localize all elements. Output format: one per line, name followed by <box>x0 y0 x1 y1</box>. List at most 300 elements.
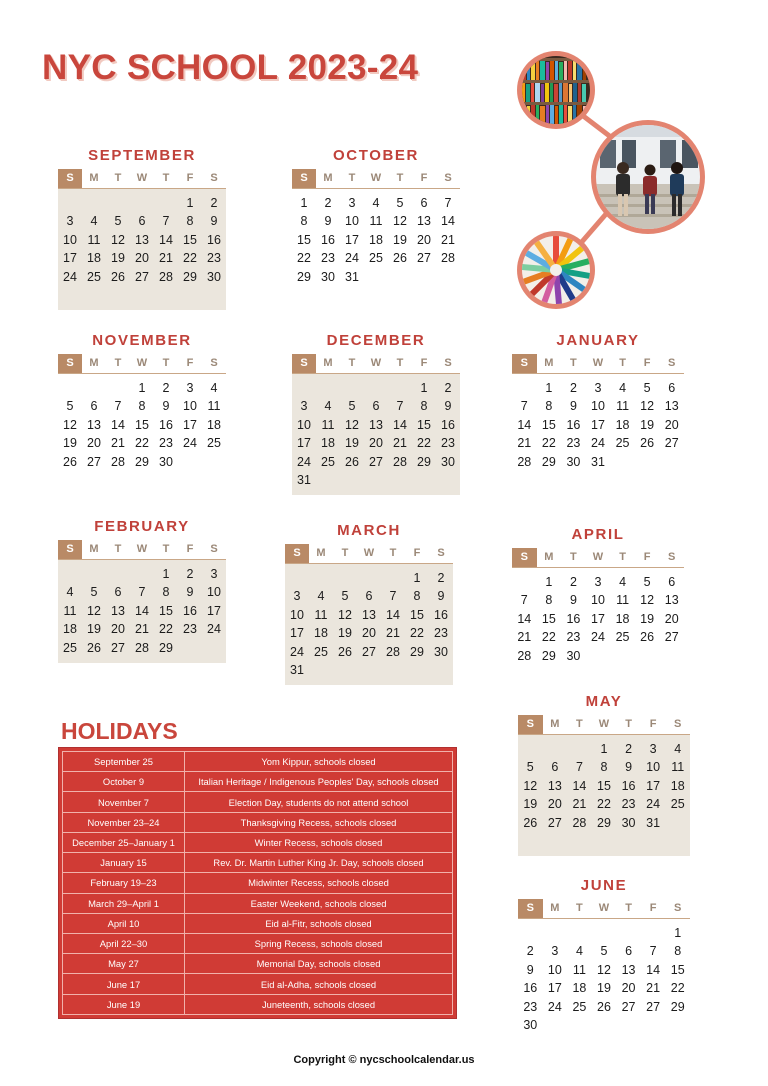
day-cell: 3 <box>210 567 218 581</box>
day-cell: 7 <box>575 760 583 775</box>
month-name: SEPTEMBER <box>88 147 196 164</box>
weekday-header <box>285 544 453 564</box>
day-cell: 4 <box>66 585 74 600</box>
weekday-label: S <box>58 169 82 188</box>
holiday-description: Election Day, students do not attend school <box>185 792 453 812</box>
day-cell: 8 <box>138 399 146 414</box>
weekday-header <box>518 715 690 735</box>
day-cell: 8 <box>420 399 428 414</box>
day-cell: 5 <box>90 585 98 600</box>
weekday-label: T <box>114 543 122 555</box>
day-cell: 26 <box>345 454 359 469</box>
day-cell: 5 <box>66 399 74 414</box>
day-cell <box>592 924 617 942</box>
day-cell: 21 <box>572 797 587 812</box>
weekday-label: T <box>114 172 122 184</box>
day-cell <box>364 379 388 397</box>
day-cell: 12 <box>393 214 407 229</box>
day-cell: 19 <box>111 251 125 266</box>
day-cell <box>567 740 592 758</box>
day-cell: 10 <box>345 214 359 229</box>
holiday-date: May 27 <box>63 954 185 974</box>
weekday-label: M <box>544 551 554 563</box>
holiday-date: November 7 <box>63 792 185 812</box>
day-cell: 27 <box>646 999 661 1014</box>
day-cell: 4 <box>90 214 98 229</box>
day-cell: 20 <box>621 981 636 996</box>
day-cell <box>388 379 412 397</box>
day-cell <box>364 268 388 286</box>
day-cell <box>665 814 690 832</box>
day-cell: 12 <box>597 962 611 977</box>
holiday-description: Juneteenth, schools closed <box>185 994 453 1014</box>
day-cell: 12 <box>523 778 538 793</box>
day-cell: 11 <box>87 232 101 247</box>
day-cell <box>610 453 635 471</box>
day-cell: 6 <box>365 589 373 604</box>
day-cell: 18 <box>369 232 383 247</box>
day-cell: 17 <box>591 417 605 432</box>
day-cell: 21 <box>135 622 149 637</box>
day-cell: 30 <box>566 454 581 469</box>
month-name: JUNE <box>580 877 628 894</box>
day-cell: 25 <box>670 797 685 812</box>
day-cell: 26 <box>640 630 655 645</box>
day-cell: 17 <box>345 232 359 247</box>
day-cell: 9 <box>437 589 445 604</box>
day-cell: 24 <box>591 630 605 645</box>
day-cell: 12 <box>87 603 101 618</box>
day-cell: 6 <box>668 381 676 395</box>
day-cell: 15 <box>135 417 149 432</box>
day-cell: 1 <box>162 567 170 581</box>
day-cell: 21 <box>517 630 532 645</box>
day-cell: 16 <box>621 778 636 793</box>
day-cell: 18 <box>87 251 101 266</box>
day-cell: 22 <box>541 630 556 645</box>
copyright: Copyright © nycschoolcalendar.us <box>293 1054 475 1066</box>
day-cell: 30 <box>159 454 173 469</box>
day-cell: 10 <box>290 607 304 622</box>
month-name: JANUARY <box>556 332 640 349</box>
day-cell: 11 <box>63 603 77 618</box>
holiday-date: April 10 <box>63 913 185 933</box>
day-cell: 26 <box>111 269 125 284</box>
weekday-header <box>292 354 460 374</box>
day-cell: 14 <box>111 417 125 432</box>
day-cell: 20 <box>547 797 562 812</box>
photo-cluster <box>510 44 730 314</box>
day-cell: 28 <box>441 251 455 266</box>
day-cell <box>518 924 543 942</box>
day-cell: 29 <box>417 454 431 469</box>
day-cell: 10 <box>547 962 562 977</box>
day-cell: 21 <box>393 436 407 451</box>
day-cell: 1 <box>413 571 421 585</box>
weekday-label: S <box>210 357 218 369</box>
holiday-description: Easter Weekend, schools closed <box>185 893 453 913</box>
day-cell: 7 <box>520 399 528 414</box>
weekday-label: W <box>136 543 148 555</box>
day-cell: 21 <box>111 436 125 451</box>
day-cell <box>641 832 666 850</box>
day-cell: 22 <box>159 622 173 637</box>
day-cell: 1 <box>545 575 553 589</box>
day-cell: 18 <box>615 417 630 432</box>
day-cell: 25 <box>321 454 335 469</box>
day-cell <box>543 1016 568 1034</box>
day-cell: 30 <box>621 815 636 830</box>
day-cell: 23 <box>621 797 636 812</box>
holiday-description: Eid al-Adha, schools closed <box>185 974 453 994</box>
page-title: NYC SCHOOL 2023-24 <box>42 48 419 87</box>
day-cell: 13 <box>664 593 679 608</box>
weekday-label: T <box>389 547 397 559</box>
day-cell: 9 <box>162 399 170 414</box>
day-cell <box>178 639 202 657</box>
day-cell: 28 <box>393 454 407 469</box>
day-cell: 11 <box>616 593 630 608</box>
day-cell: 31 <box>591 454 605 469</box>
day-cell: 2 <box>569 381 577 395</box>
day-cell: 19 <box>63 436 77 451</box>
day-cell <box>610 647 635 665</box>
day-cell: 29 <box>159 640 173 655</box>
day-cell: 13 <box>111 603 125 618</box>
day-cell: 17 <box>646 778 661 793</box>
day-cell <box>178 286 202 304</box>
day-cell: 24 <box>290 644 304 659</box>
day-cell: 1 <box>674 926 682 940</box>
day-cell: 8 <box>162 585 170 600</box>
weekday-header <box>512 548 684 568</box>
day-cell: 11 <box>671 760 685 775</box>
day-cell: 26 <box>523 815 538 830</box>
day-cell: 19 <box>338 626 352 641</box>
day-cell <box>82 379 106 397</box>
day-cell: 6 <box>551 760 559 775</box>
day-cell: 20 <box>87 436 101 451</box>
day-cell: 2 <box>526 944 534 959</box>
month-name: FEBRUARY <box>94 518 190 535</box>
day-cell: 26 <box>87 640 101 655</box>
day-cell: 17 <box>591 611 605 626</box>
day-cell: 31 <box>290 662 304 677</box>
calendar-september <box>58 146 226 310</box>
day-cell <box>659 453 684 471</box>
day-cell: 9 <box>210 214 218 229</box>
calendar-march <box>285 521 453 685</box>
day-cell: 26 <box>338 644 352 659</box>
day-cell <box>616 832 641 850</box>
day-cell: 18 <box>321 436 335 451</box>
day-cell: 8 <box>545 399 553 414</box>
day-cell: 3 <box>594 381 602 395</box>
weekday-label: W <box>598 718 610 730</box>
day-cell <box>512 573 537 591</box>
day-cell: 14 <box>393 417 407 432</box>
weekday-label: F <box>643 357 651 369</box>
day-cell <box>567 832 592 850</box>
day-cell: 4 <box>575 944 583 959</box>
calendar-february <box>58 517 226 663</box>
day-cell: 14 <box>517 417 532 432</box>
day-cell: 8 <box>545 593 553 608</box>
day-cell <box>665 1016 690 1034</box>
day-cell: 24 <box>646 797 661 812</box>
day-cell <box>543 740 568 758</box>
day-cell <box>616 1016 641 1034</box>
weekday-label: F <box>420 172 428 184</box>
day-cell: 25 <box>207 436 221 451</box>
holiday-date: September 25 <box>63 752 185 772</box>
weekday-label: T <box>576 718 583 730</box>
day-cell: 3 <box>649 742 657 756</box>
weekday-label: M <box>89 543 99 555</box>
day-cell <box>641 924 666 942</box>
day-grid <box>292 189 460 292</box>
day-cell <box>316 471 340 489</box>
day-cell: 7 <box>138 585 146 600</box>
day-cell: 24 <box>207 622 221 637</box>
calendar-october <box>292 146 460 292</box>
day-cell: 9 <box>186 585 194 600</box>
day-cell: 3 <box>186 381 194 395</box>
day-cell: 17 <box>183 417 197 432</box>
holidays-title: HOLIDAYS <box>61 718 178 744</box>
day-cell <box>202 639 226 657</box>
day-grid <box>58 560 226 663</box>
day-grid <box>518 735 690 856</box>
day-cell: 16 <box>183 603 197 618</box>
day-cell: 8 <box>186 214 194 229</box>
day-cell: 5 <box>341 589 349 604</box>
day-cell: 13 <box>664 399 679 414</box>
day-cell: 29 <box>135 454 149 469</box>
day-cell: 4 <box>619 381 627 395</box>
day-cell <box>635 647 660 665</box>
day-cell: 7 <box>114 399 122 414</box>
weekday-label: S <box>285 544 309 563</box>
month-name: DECEMBER <box>326 332 426 349</box>
holiday-description: Rev. Dr. Martin Luther King Jr. Day, schools closed <box>185 853 453 873</box>
weekday-label: W <box>136 357 148 369</box>
day-cell <box>635 453 660 471</box>
weekday-label: F <box>413 547 421 559</box>
day-cell: 22 <box>410 626 424 641</box>
day-cell: 7 <box>162 214 170 229</box>
day-cell: 10 <box>183 399 197 414</box>
weekday-label: F <box>649 718 657 730</box>
day-cell: 31 <box>345 269 359 284</box>
calendar-may <box>518 692 690 856</box>
calendar-december <box>292 331 460 495</box>
day-cell <box>357 569 381 587</box>
weekday-label: T <box>162 543 170 555</box>
holiday-row <box>63 974 453 994</box>
holiday-date: April 22–30 <box>63 933 185 953</box>
weekday-label: T <box>114 357 122 369</box>
weekday-header <box>58 354 226 374</box>
day-cell: 7 <box>520 593 528 608</box>
day-cell: 11 <box>616 399 630 414</box>
holiday-row <box>63 994 453 1014</box>
calendar-april <box>512 525 684 671</box>
holiday-row <box>63 954 453 974</box>
day-cell: 2 <box>437 571 445 585</box>
weekday-label: W <box>370 172 382 184</box>
day-cell: 11 <box>321 417 335 432</box>
day-cell: 28 <box>386 644 400 659</box>
day-cell: 21 <box>386 626 400 641</box>
day-cell: 7 <box>649 944 657 959</box>
day-cell: 13 <box>369 417 383 432</box>
weekday-label: T <box>348 172 356 184</box>
weekday-label: S <box>210 543 218 555</box>
weekday-label: S <box>518 899 543 918</box>
day-cell <box>659 647 684 665</box>
day-cell: 11 <box>572 962 586 977</box>
day-cell: 1 <box>420 381 428 395</box>
weekday-label: S <box>518 715 543 734</box>
day-cell <box>130 565 154 583</box>
weekday-label: M <box>316 547 326 559</box>
day-cell: 10 <box>207 585 221 600</box>
day-cell: 28 <box>159 269 173 284</box>
weekday-label: W <box>592 357 604 369</box>
day-cell: 27 <box>362 644 376 659</box>
day-cell: 2 <box>162 381 170 395</box>
weekday-label: S <box>292 354 316 373</box>
weekday-label: T <box>570 551 577 563</box>
day-cell: 10 <box>646 760 661 775</box>
day-cell: 25 <box>314 644 328 659</box>
day-cell: 28 <box>517 454 532 469</box>
weekday-label: T <box>341 547 349 559</box>
day-cell: 17 <box>297 436 311 451</box>
holiday-row <box>63 752 453 772</box>
day-cell: 30 <box>207 269 221 284</box>
day-cell <box>586 647 611 665</box>
holiday-description: Spring Recess, schools closed <box>185 933 453 953</box>
day-cell: 25 <box>572 999 587 1014</box>
day-cell: 29 <box>541 648 556 663</box>
day-cell: 14 <box>646 962 661 977</box>
day-cell <box>130 194 154 212</box>
day-cell <box>567 924 592 942</box>
day-cell <box>106 286 130 304</box>
day-cell <box>82 286 106 304</box>
day-cell: 21 <box>517 436 532 451</box>
day-cell <box>592 1016 617 1034</box>
day-cell: 15 <box>670 962 685 977</box>
day-cell: 22 <box>183 251 197 266</box>
day-cell: 13 <box>362 607 376 622</box>
weekday-label: S <box>674 718 682 730</box>
school-children-photo <box>590 119 710 239</box>
day-cell: 20 <box>664 417 679 432</box>
day-cell: 9 <box>569 593 577 608</box>
day-cell: 4 <box>317 589 325 604</box>
holiday-date: October 9 <box>63 772 185 792</box>
day-cell: 3 <box>300 399 308 414</box>
day-cell <box>388 268 412 286</box>
bookshelf-photo <box>510 44 610 144</box>
day-cell: 25 <box>615 630 630 645</box>
day-cell <box>592 832 617 850</box>
day-cell: 7 <box>444 196 452 210</box>
day-cell: 4 <box>674 742 682 756</box>
day-cell: 22 <box>541 436 556 451</box>
day-cell: 17 <box>207 603 221 618</box>
day-cell: 25 <box>615 436 630 451</box>
day-cell: 20 <box>111 622 125 637</box>
weekday-label: M <box>89 172 99 184</box>
day-cell: 2 <box>444 381 452 395</box>
day-cell: 23 <box>441 436 455 451</box>
day-cell: 14 <box>572 778 587 793</box>
day-cell <box>429 661 453 679</box>
day-cell <box>340 379 364 397</box>
day-cell: 28 <box>135 640 149 655</box>
day-cell: 13 <box>135 232 149 247</box>
weekday-header <box>518 899 690 919</box>
weekday-label: T <box>162 172 170 184</box>
holiday-row <box>63 893 453 913</box>
weekday-label: F <box>420 357 428 369</box>
day-cell: 22 <box>135 436 149 451</box>
day-cell: 15 <box>297 232 311 247</box>
day-cell: 19 <box>597 981 611 996</box>
calendar-november <box>58 331 226 477</box>
day-cell: 24 <box>297 454 311 469</box>
weekday-label: F <box>643 551 651 563</box>
day-cell: 10 <box>297 417 311 432</box>
day-cell <box>381 569 405 587</box>
weekday-label: S <box>512 354 537 373</box>
weekday-header <box>292 169 460 189</box>
weekday-label: F <box>649 902 657 914</box>
day-cell: 24 <box>345 251 359 266</box>
weekday-label: S <box>668 551 676 563</box>
day-cell: 20 <box>369 436 383 451</box>
weekday-header <box>58 540 226 560</box>
day-cell: 28 <box>572 815 587 830</box>
day-cell: 28 <box>517 648 532 663</box>
day-cell: 27 <box>664 630 679 645</box>
day-cell: 27 <box>135 269 149 284</box>
weekday-label: T <box>625 902 632 914</box>
day-cell: 9 <box>526 962 534 977</box>
day-cell: 21 <box>441 232 455 247</box>
day-cell <box>309 569 333 587</box>
day-cell: 25 <box>87 269 101 284</box>
holiday-date: January 15 <box>63 853 185 873</box>
weekday-label: S <box>292 169 316 188</box>
day-cell <box>106 565 130 583</box>
day-cell: 10 <box>63 232 77 247</box>
day-cell <box>436 268 460 286</box>
holiday-row <box>63 772 453 792</box>
day-cell: 19 <box>523 797 538 812</box>
day-cell: 4 <box>372 196 380 210</box>
day-cell: 19 <box>640 417 655 432</box>
day-cell: 6 <box>372 399 380 414</box>
month-name: NOVEMBER <box>92 332 192 349</box>
day-cell: 1 <box>545 381 553 395</box>
day-cell: 5 <box>114 214 122 229</box>
day-cell: 22 <box>417 436 431 451</box>
